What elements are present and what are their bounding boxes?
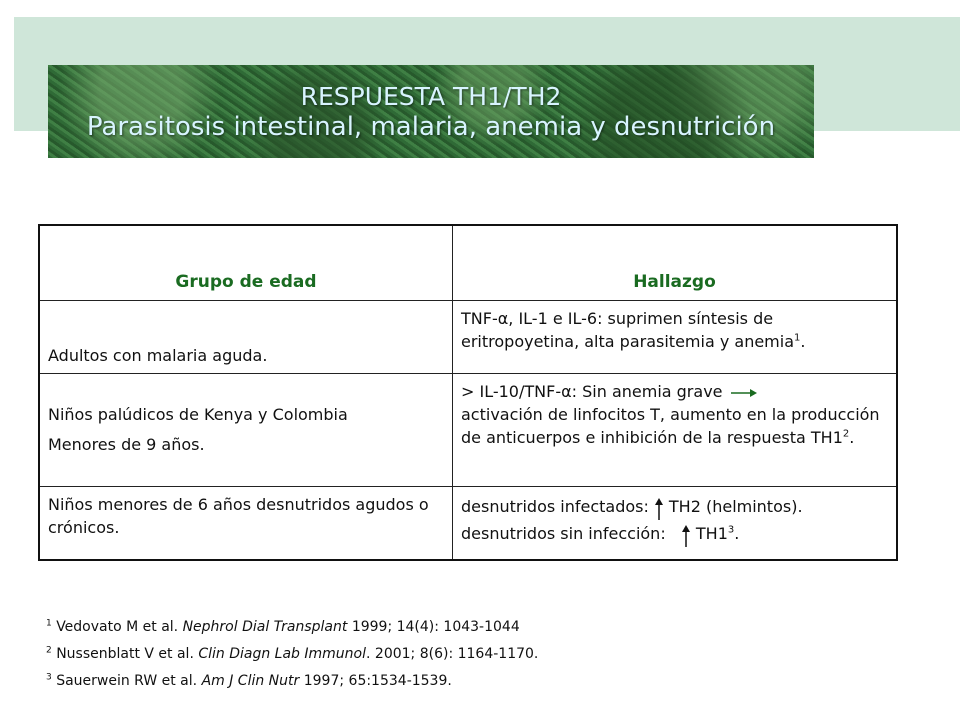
table-header-row xyxy=(39,225,897,301)
reference-details: 1999; 14(4): 1043-1044 xyxy=(351,619,520,635)
age-group-text: Niños menores de 6 años desnutridos agudos o crónicos. xyxy=(48,495,429,537)
table-row xyxy=(39,301,897,374)
finding-text: TH2 (helmintos). xyxy=(668,497,803,516)
arrow-right-icon xyxy=(731,388,757,398)
age-group-cell xyxy=(39,374,453,487)
reference-marker: 1 xyxy=(794,332,801,344)
reference-item xyxy=(46,668,538,695)
reference-details: . 2001; 8(6): 1164-1170. xyxy=(366,646,539,662)
findings-table xyxy=(38,224,898,561)
reference-marker: 2 xyxy=(842,428,850,440)
reference-authors: Vedovato M et al. xyxy=(56,619,179,635)
reference-details: 1997; 65:1534-1539. xyxy=(303,673,452,689)
finding-period: . xyxy=(849,428,855,447)
finding-text: TNF-α, IL-1 e IL-6: suprimen síntesis de eritropoyetina, alta parasitemia y anemia xyxy=(461,309,795,351)
finding-line xyxy=(461,493,888,520)
reference-number: 3 xyxy=(46,672,52,683)
arrow-up-icon xyxy=(653,498,665,520)
reference-number: 2 xyxy=(46,645,52,656)
finding-cell xyxy=(453,487,898,561)
arrow-up-icon xyxy=(680,525,692,547)
finding-text: activación de linfocitos T, aumento en la producción de anticuerpos e inhibición de la respuesta TH1 xyxy=(461,405,880,447)
reference-marker: 3 xyxy=(727,524,735,536)
finding-text: TH1 xyxy=(695,524,728,543)
age-group-text: Adultos con malaria aguda. xyxy=(48,346,268,365)
header-finding: Hallazgo xyxy=(453,225,898,301)
references-list xyxy=(46,614,538,695)
slide-subtitle: Parasitosis intestinal, malaria, anemia y desnutrición xyxy=(86,111,776,142)
age-group-cell xyxy=(39,487,453,561)
finding-text: > IL-10/TNF-α: Sin anemia grave xyxy=(461,382,723,401)
reference-authors: Nussenblatt V et al. xyxy=(56,646,194,662)
reference-authors: Sauerwein RW et al. xyxy=(56,673,198,689)
table-row xyxy=(39,487,897,561)
finding-cell xyxy=(453,374,898,487)
header-age-group: Grupo de edad xyxy=(39,225,453,301)
finding-period: . xyxy=(734,524,740,543)
finding-line xyxy=(461,520,888,547)
finding-text: desnutridos infectados: xyxy=(461,497,649,516)
reference-number: 1 xyxy=(46,618,52,629)
reference-item xyxy=(46,614,538,641)
reference-journal: Nephrol Dial Transplant xyxy=(182,619,348,635)
finding-text: desnutridos sin infección: xyxy=(461,524,666,543)
finding-period: . xyxy=(800,332,806,351)
table-row xyxy=(39,374,897,487)
slide-title: RESPUESTA TH1/TH2 xyxy=(300,81,562,111)
age-group-text: Niños palúdicos de Kenya y Colombia xyxy=(48,405,348,424)
reference-journal: Am J Clin Nutr xyxy=(201,673,300,689)
reference-item xyxy=(46,641,538,668)
finding-cell xyxy=(453,301,898,374)
reference-journal: Clin Diagn Lab Immunol xyxy=(198,646,367,662)
age-group-cell xyxy=(39,301,453,374)
age-group-text: Menores de 9 años. xyxy=(48,435,205,454)
slide-title-box xyxy=(48,65,814,158)
